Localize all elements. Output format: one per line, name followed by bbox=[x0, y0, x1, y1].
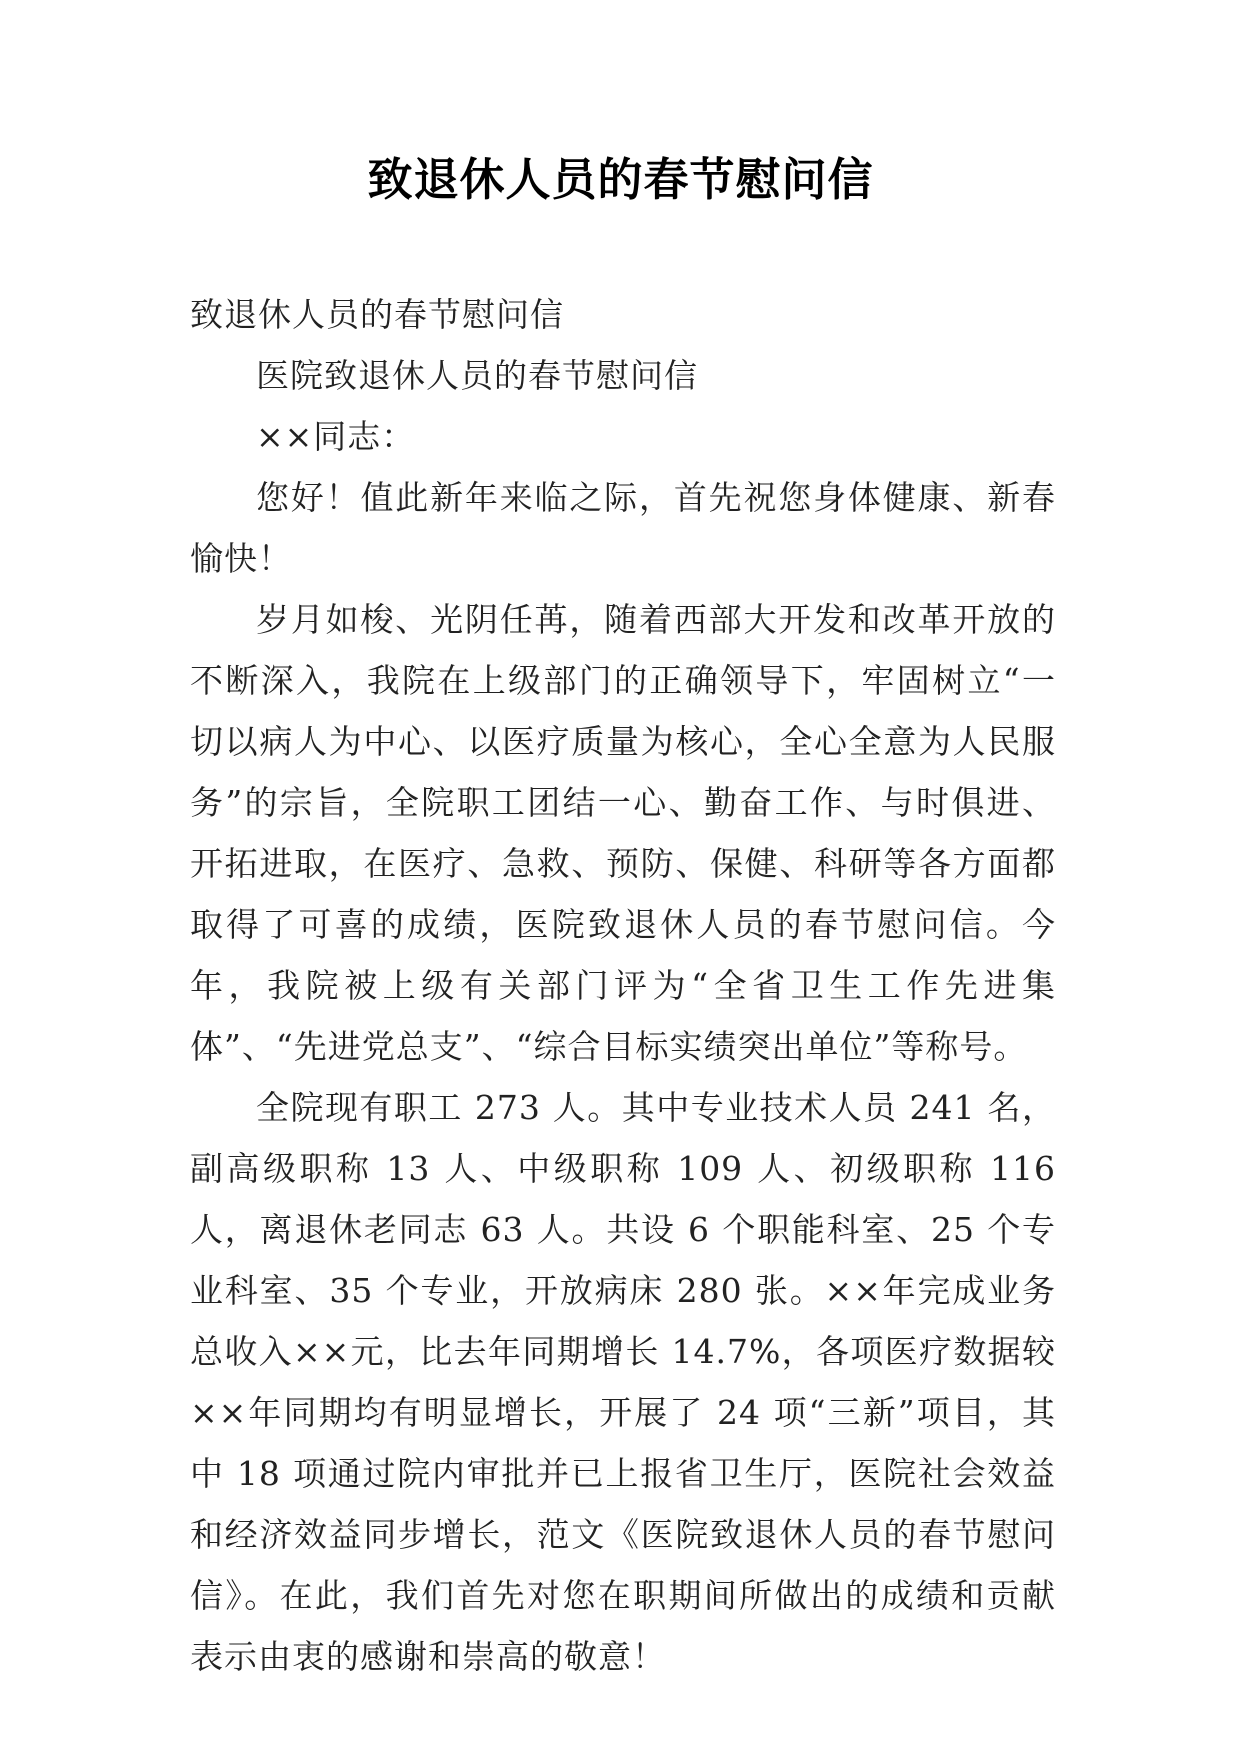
paragraph-achievements: 岁月如梭、光阴任苒，随着西部大开发和改革开放的不断深入，我院在上级部门的正确领导下，牢固树立“一切以病人为中心、以医疗质量为核心，全心全意为人民服务”的宗旨，全院职工团结一心、勤奋工作、与时俱进、开拓进取，在医疗、急救、预防、保健、科研等各方面都取得了可喜的成绩，医院致退休人员的春节慰问信。今年，我院被上级有关部门评为“全省卫生工作先进集体”、“先进党总支”、“综合目标实绩突出单位”等称号。 bbox=[190, 600, 1056, 1066]
document-body bbox=[190, 284, 1056, 1687]
paragraph-subtitle: 医院致退休人员的春节慰问信 bbox=[256, 356, 698, 395]
paragraph-salutation: ××同志： bbox=[256, 417, 416, 456]
document-title: 致退休人员的春节慰问信 bbox=[367, 153, 874, 206]
paragraph-greeting: 您好！值此新年来临之际，首先祝您身体健康、新春愉快！ bbox=[190, 478, 1056, 578]
paragraph-heading: 致退休人员的春节慰问信 bbox=[190, 295, 564, 334]
paragraph-statistics: 全院现有职工 273 人。其中专业技术人员 241 名，副高级职称 13 人、中级职称 109 人、初级职称 116 人，离退休老同志 63 人。共设 6 个职能科室、25 个专业科室、35 个专业，开放病床 280 张。××年完成业务总收入××元，比去年同期增长 14.7%，各项医疗数据较××年同期均有明显增长，开展了 24 项“三新”项目，其中 18 项通过院内审批并已上报省卫生厅，医院社会效益和经济效益同步增长，范文《医院致退休人员的春节慰问信》。在此，我们首先对您在职期间所做出的成绩和贡献表示由衷的感谢和崇高的敬意！ bbox=[190, 1088, 1056, 1676]
